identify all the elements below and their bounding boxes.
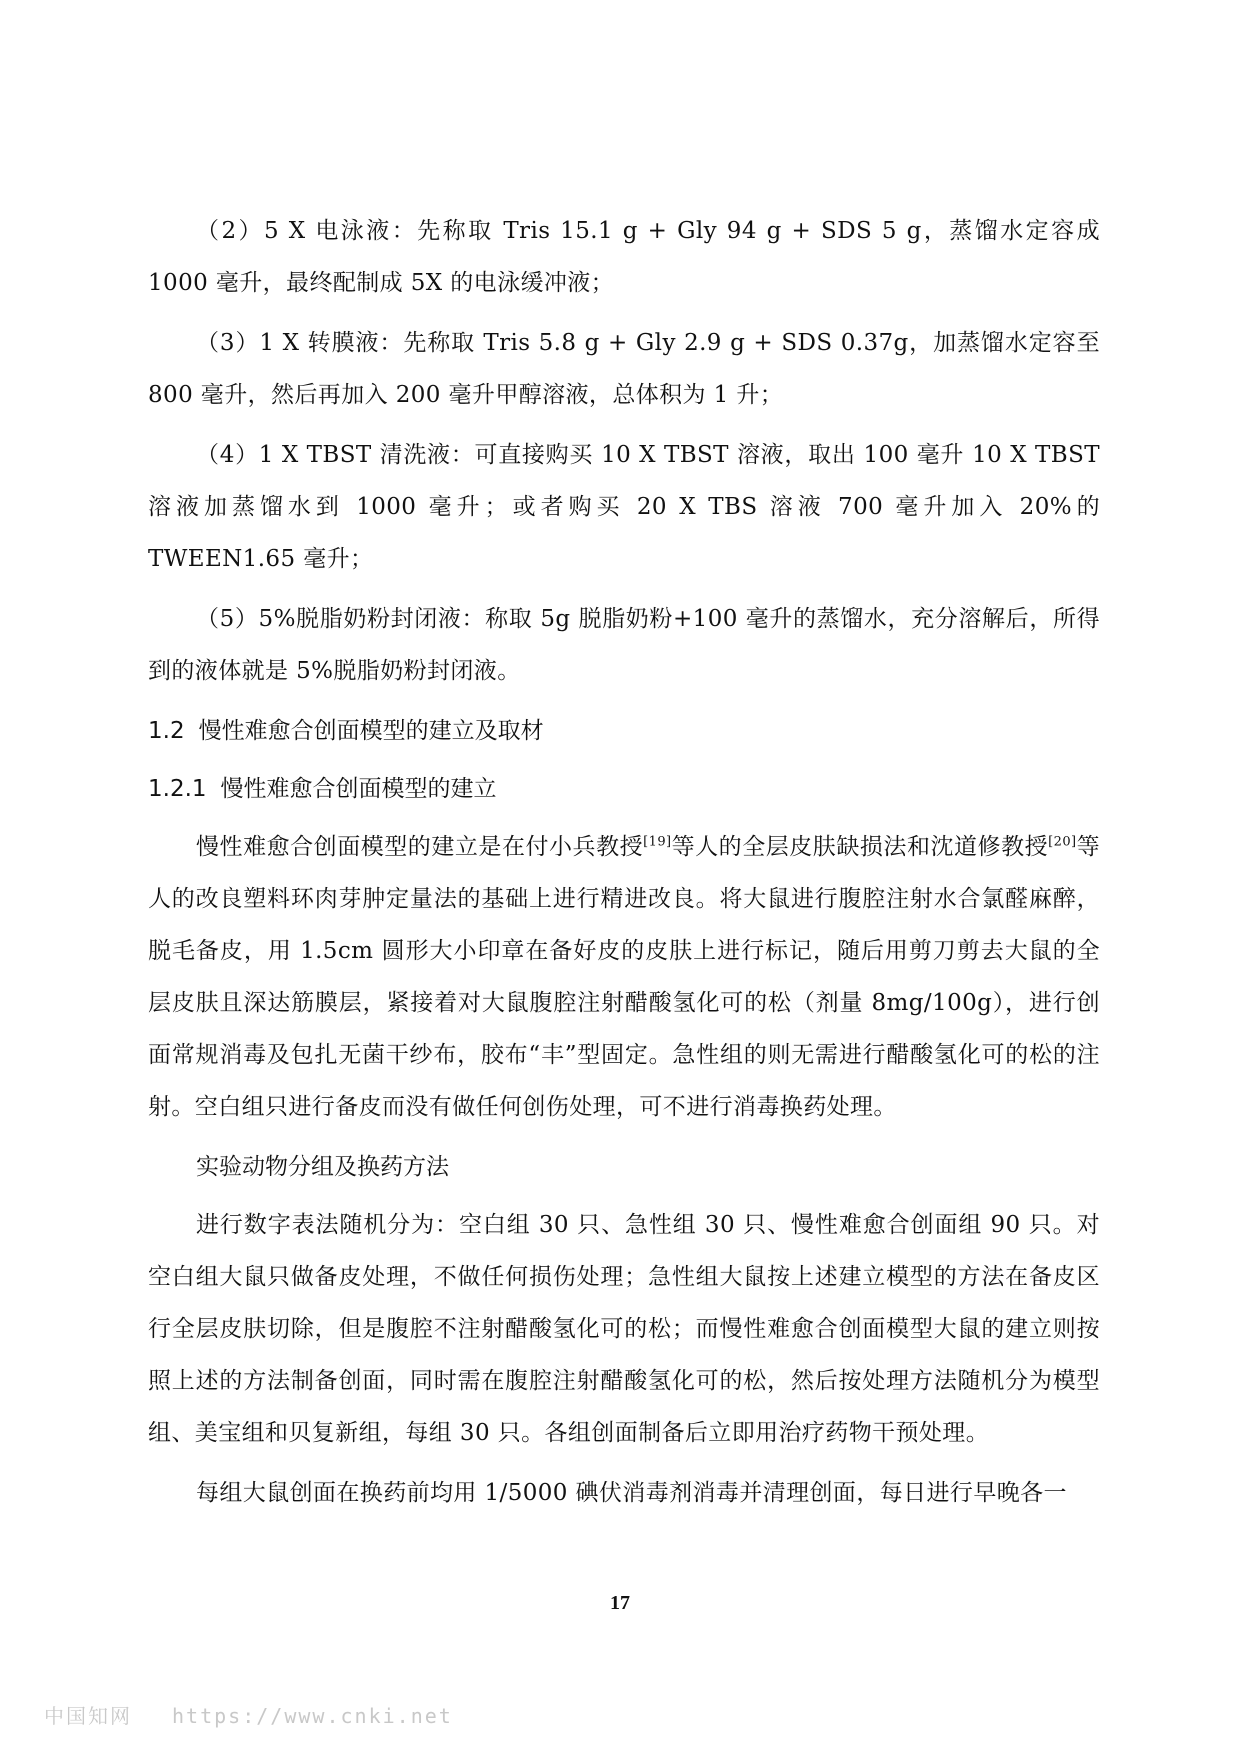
section-number: 1.2.1 xyxy=(148,776,207,802)
text-run: 慢性难愈合创面模型的建立是在付小兵教授 xyxy=(196,834,644,860)
paragraph-transfer-buffer: （3）1 X 转膜液：先称取 Tris 5.8 g + Gly 2.9 g + SDS 0.37g，加蒸馏水定容至 800 毫升，然后再加入 200 毫升甲醇溶液，总体积为 1 升； xyxy=(148,330,1100,408)
section-heading-1-2-1 xyxy=(148,763,1100,815)
paragraph-model-establishment xyxy=(148,821,1100,1133)
watermark xyxy=(44,1700,453,1729)
paragraph-grouping: 进行数字表法随机分为：空白组 30 只、急性组 30 只、慢性难愈合创面组 90 只。对空白组大鼠只做备皮处理，不做任何损伤处理；急性组大鼠按上述建立模型的方法在备皮区行全层皮肤切除，但是腹腔不注射醋酸氢化可的松；而慢性难愈合创面模型大鼠的建立则按照上述的方法制备创面，同时需在腹腔注射醋酸氢化可的松，然后按处理方法随机分为模型组、美宝组和贝复新组，每组 30 只。各组创面制备后立即用治疗药物干预处理。 xyxy=(148,1212,1100,1446)
watermark-url: https://www.cnki.net xyxy=(172,1704,453,1728)
paragraph-dressing-change: 每组大鼠创面在换药前均用 1/5000 碘伏消毒剂消毒并清理创面，每日进行早晚各一 xyxy=(196,1480,1067,1506)
watermark-logo-text: 中国知网 xyxy=(44,1704,132,1728)
citation-ref[interactable]: [20] xyxy=(1048,834,1077,850)
paragraph-electrophoresis-buffer: （2）5 X 电泳液：先称取 Tris 15.1 g + Gly 94 g + SDS 5 g，蒸馏水定容成 1000 毫升，最终配制成 5X 的电泳缓冲液； xyxy=(148,218,1100,296)
text-run: 等人的全层皮肤缺损法和沈道修教授 xyxy=(671,834,1049,860)
page-number: 17 xyxy=(610,1592,630,1614)
citation-ref[interactable]: [19] xyxy=(643,834,672,850)
paragraph-tbst-wash: （4）1 X TBST 清洗液：可直接购买 10 X TBST 溶液，取出 100 毫升 10 X TBST 溶液加蒸馏水到 1000 毫升；或者购买 20 X TBS 溶液 700 毫升加入 20%的 TWEEN1.65 毫升； xyxy=(148,442,1100,572)
section-title: 慢性难愈合创面模型的建立及取材 xyxy=(198,718,544,744)
paragraph-blocking-solution: （5）5%脱脂奶粉封闭液：称取 5g 脱脂奶粉+100 毫升的蒸馏水，充分溶解后，所得到的液体就是 5%脱脂奶粉封闭液。 xyxy=(148,606,1100,684)
subheading-grouping: 实验动物分组及换药方法 xyxy=(196,1154,449,1180)
section-title: 慢性难愈合创面模型的建立 xyxy=(220,776,497,802)
text-run: 等人的改良塑料环肉芽肿定量法的基础上进行精进改良。将大鼠进行腹腔注射水合氯醛麻醉，脱毛备皮，用 1.5cm 圆形大小印章在备好皮的皮肤上进行标记，随后用剪刀剪去大鼠的全层皮肤且深达筋膜层，紧接着对大鼠腹腔注射醋酸氢化可的松（剂量 8mg/100g），进行创面常规消毒及包扎无菌干纱布，胶布“丰”型固定。急性组的则无需进行醋酸氢化可的松的注射。空白组只进行备皮而没有做任何创伤处理，可不进行消毒换药处理。 xyxy=(148,834,1101,1120)
section-number: 1.2 xyxy=(148,718,185,744)
section-heading-1-2 xyxy=(148,705,1100,757)
page-body xyxy=(148,205,1100,1527)
